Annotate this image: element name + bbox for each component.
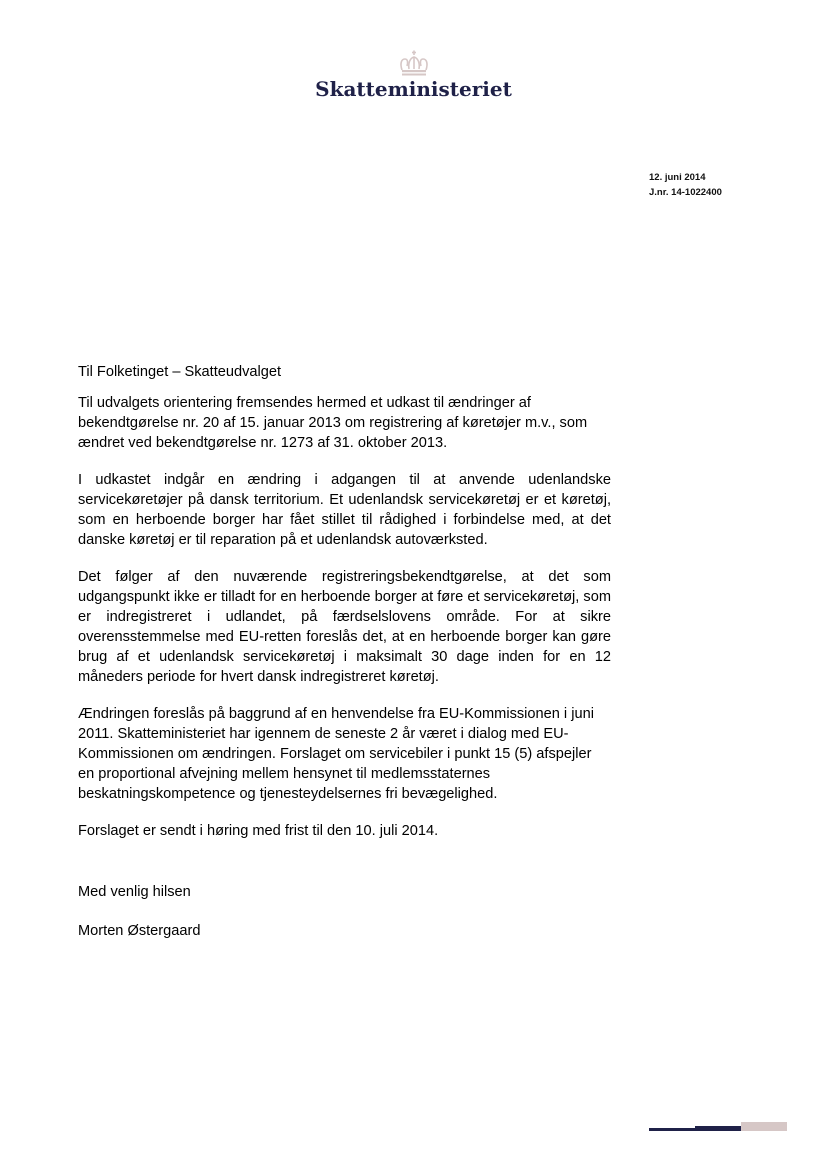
recipient-line: Til Folketinget – Skatteudvalget [78,364,282,380]
letter-date: 12. juni 2014 [649,172,706,183]
crown-icon [399,50,429,76]
footer-bar-thick-segment [695,1126,741,1131]
letter-meta [649,170,722,200]
footer-bar-thin-segment [649,1128,695,1131]
ministry-logo [0,50,827,101]
closing-salutation: Med venlig hilsen [78,884,191,900]
letter-body [78,362,611,958]
paragraph-amendment: I udkastet indgår en ændring i adgangen til at anvende udenlandske servicekøretøjer på dansk territorium. Et udenlandsk servicekøretøj er et køretøj, som en herboende borger har fået stillet til rådighed i forbindelse med, at det danske køretøj er til reparation på et udenlandsk autoværksted. [78,472,611,548]
footer-bar-pink-segment [741,1122,787,1131]
paragraph-intro: Til udvalgets orientering fremsendes hermed et udkast til ændringer af bekendtgørelse nr. 20 af 15. januar 2013 om registrering af køretøjer m.v., som ændret ved bekendtgørelse nr. 1273 af 31. oktober 2013. [78,395,588,451]
paragraph-current-rules: Det følger af den nuværende registreringsbekendtgørelse, at det som udgangspunkt ikke er tilladt for en herboende borger at føre et servicekøretøj, som er indregistreret i udlandet, på færdselslovens område. For at sikre overensstemmelse med EU-retten foreslås det, at en herboende borger kan gøre brug af et udenlandsk servicekøretøj i maksimalt 30 dage inden for en 12 måneders periode for hvert dansk indregistreret køretøj. [78,569,611,685]
footer-decorative-bar [649,1122,787,1131]
paragraph-background: Ændringen foreslås på baggrund af en henvendelse fra EU-Kommissionen i juni 2011. Skatteministeriet har igennem de seneste 2 år været i dialog med EU-Kommissionen om ændringen. Forslaget om servicebiler i punkt 15 (5) afspejler en proportional afvejning mellem hensynet til medlemsstaternes beskatningskompetence og tjenesteydelsernes fri bevægelighed. [78,706,594,802]
ministry-name: Skatteministeriet [315,77,512,101]
paragraph-consultation-deadline: Forslaget er sendt i høring med frist til den 10. juli 2014. [78,823,439,839]
signature-name: Morten Østergaard [78,923,201,939]
journal-number: J.nr. 14-1022400 [649,187,722,198]
